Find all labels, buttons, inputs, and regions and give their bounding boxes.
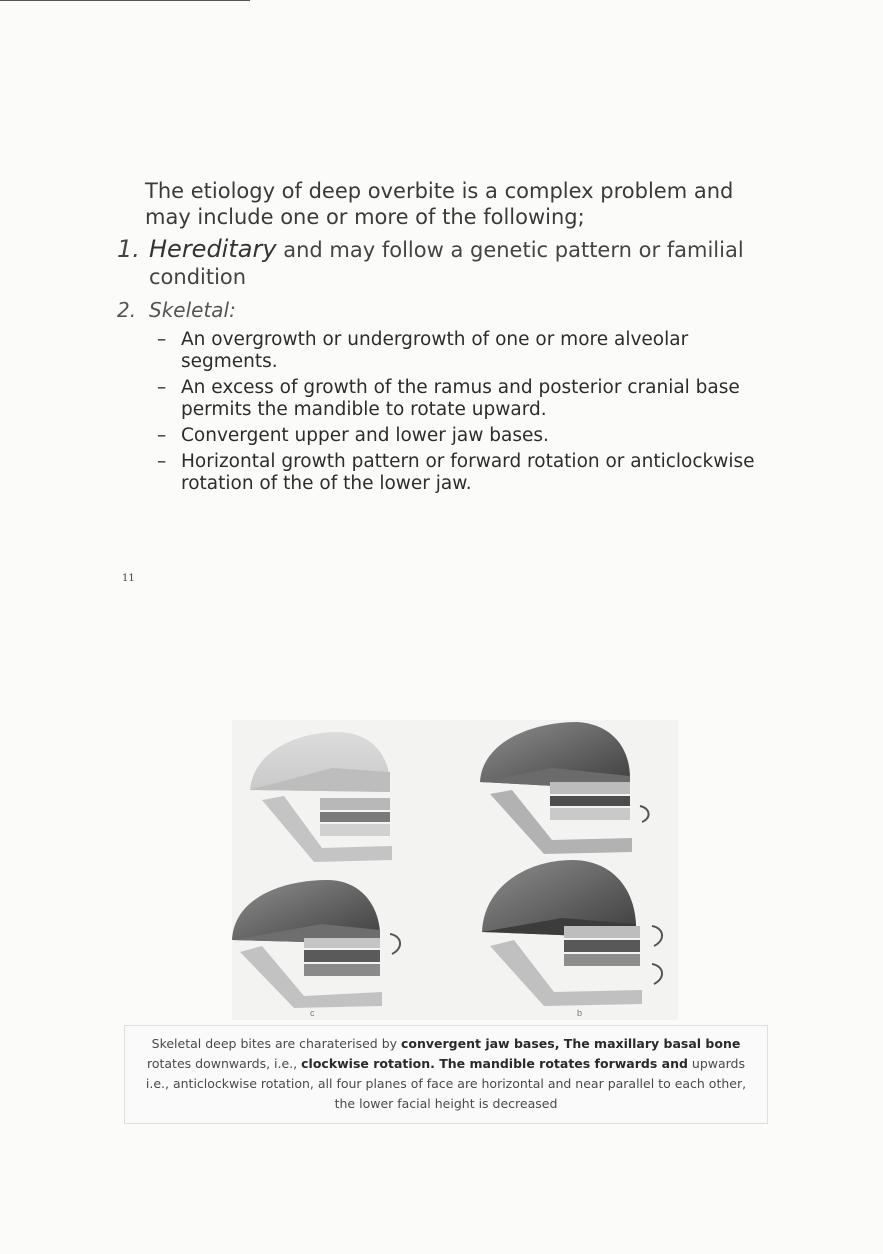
lower-dental-block bbox=[564, 954, 640, 966]
item-number: 1. bbox=[117, 235, 140, 263]
upper-dental-block bbox=[304, 938, 380, 948]
bullet-item: – Horizontal growth pattern or forward rotation or anticlockwise rotation of the of the lower jaw. bbox=[157, 451, 755, 494]
bullet-item: – An overgrowth or undergrowth of one or more alveolar segments. bbox=[157, 329, 689, 372]
panel-a-normal bbox=[250, 732, 392, 862]
panel-c bbox=[232, 880, 400, 1018]
jaw-diagram-svg bbox=[232, 720, 678, 1020]
figure-caption bbox=[124, 1025, 768, 1124]
dash-marker: – bbox=[157, 329, 167, 350]
rotation-arrow bbox=[652, 964, 662, 984]
middle-dental-block bbox=[550, 796, 630, 806]
caption-text: Skeletal deep bites are charaterised by convergent jaw bases, The maxillary basal bone rotates downwards, i.e., clockwise rotation. The mandible rotates forwards and upwards i.e., anticlockwise rotation, all four planes of face are horizontal and near parallel to each other, the lower facial height is decreased bbox=[145, 1036, 747, 1111]
rotation-arrow bbox=[652, 926, 662, 946]
numbered-item-skeletal bbox=[117, 297, 767, 323]
lower-dental-block bbox=[550, 808, 630, 820]
skeletal-bullet-list bbox=[117, 329, 767, 495]
lower-dental-block bbox=[320, 824, 390, 836]
upper-dental-block bbox=[320, 798, 390, 810]
upper-dental-block bbox=[550, 782, 630, 794]
item-number: 2. bbox=[117, 298, 137, 322]
dash-marker: – bbox=[157, 451, 167, 472]
bullet-item: – An excess of growth of the ramus and posterior cranial base permits the mandible to rotate upward. bbox=[157, 377, 740, 420]
panel-label: b bbox=[577, 1008, 583, 1018]
jaw-rotation-figure bbox=[232, 720, 678, 1020]
lower-dental-block bbox=[304, 964, 380, 976]
rotation-arrow bbox=[390, 934, 400, 954]
dash-marker: – bbox=[157, 425, 167, 446]
numbered-item-hereditary bbox=[117, 236, 767, 291]
page-number: 11 bbox=[122, 573, 135, 584]
intro-paragraph: The etiology of deep overbite is a complex problem and may include one or more of the following; bbox=[145, 179, 734, 229]
panel-label: c bbox=[310, 1008, 315, 1018]
top-edge-line bbox=[0, 0, 250, 1]
panel-b bbox=[480, 722, 649, 854]
middle-dental-block bbox=[304, 950, 380, 962]
item-keyword: Skeletal: bbox=[149, 298, 236, 322]
item-text: and may follow a genetic pattern or familial condition bbox=[149, 238, 744, 289]
panel-d bbox=[482, 860, 662, 1018]
middle-dental-block bbox=[564, 940, 640, 952]
middle-dental-block bbox=[320, 812, 390, 822]
upper-dental-block bbox=[564, 926, 640, 938]
bullet-item: – Convergent upper and lower jaw bases. bbox=[157, 425, 549, 446]
slide-text-block bbox=[117, 178, 767, 499]
rotation-arrow bbox=[640, 806, 649, 822]
dash-marker: – bbox=[157, 377, 167, 398]
item-keyword: Hereditary bbox=[149, 235, 277, 263]
